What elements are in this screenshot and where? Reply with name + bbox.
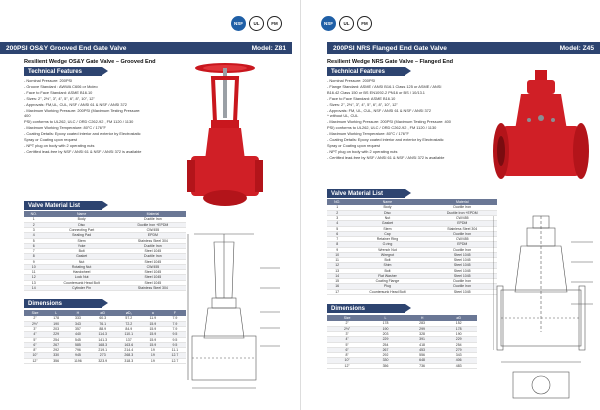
cell: 279: [440, 347, 477, 352]
technical-features-heading: Technical Features: [327, 67, 405, 76]
cell: 3: [24, 228, 43, 233]
ul-logo: UL: [339, 16, 354, 31]
fm-logo: FM: [267, 16, 282, 31]
feature-item: - Face to Face Standard: ASME B16.10: [327, 95, 396, 101]
cell: 19: [142, 348, 164, 353]
cell: 3": [327, 332, 367, 337]
material-col-name: Name: [347, 199, 427, 205]
cell: 19: [142, 353, 164, 358]
cell: 15.9: [142, 342, 164, 347]
cell: 168.3: [90, 342, 116, 347]
model-number: Model: Z81: [251, 44, 286, 52]
dim-col: a: [142, 310, 164, 316]
cell: 7.9: [164, 321, 186, 326]
cell: 10": [24, 353, 46, 358]
cell: 60.3: [90, 316, 116, 321]
cell: 2: [327, 210, 347, 215]
product-subtitle: Resilient Wedge OS&Y Gate Valve – Grooved End: [24, 59, 156, 65]
cell: 9.5: [164, 337, 186, 342]
osy-gate-valve-photo: [185, 60, 265, 225]
feature-item: - Coating Details: Epoxy coated interior and exterior by Electrostatic: [327, 137, 444, 143]
cell: 2½": [327, 326, 367, 331]
cell: Ductile Iron: [120, 243, 186, 248]
dim-col: F: [164, 310, 186, 316]
material-body: [327, 205, 497, 294]
cell: Body: [43, 217, 119, 222]
cell: 190: [367, 326, 404, 331]
cell: 267: [46, 342, 66, 347]
ul-logo: UL: [249, 16, 264, 31]
cell: CW/455: [428, 216, 497, 221]
cell: 12: [24, 275, 43, 280]
cell: 12.7: [164, 353, 186, 358]
cell: Retainer Ring: [347, 237, 427, 242]
cell: 453: [404, 347, 441, 352]
technical-features-list: [24, 78, 144, 155]
feature-item: - Coating Details: Epoxy coated interior and exterior by Electrostatic: [24, 131, 141, 137]
cell: Steel 1045: [428, 289, 497, 294]
dimensions-table: [24, 310, 186, 364]
table-row: [24, 285, 186, 290]
cell: 229: [367, 337, 404, 342]
cell: Coating Flange: [347, 279, 427, 284]
cell: Cylinder Pin: [43, 285, 119, 290]
nsf-logo: NSF: [321, 16, 336, 31]
cell: Ductile Iron +EPDM: [428, 210, 497, 215]
cell: 76.1: [90, 321, 116, 326]
cell: 11.9: [142, 316, 164, 321]
cell: 406: [440, 358, 477, 363]
cell: 7: [24, 249, 43, 254]
dim-col: øD₁: [116, 310, 142, 316]
cell: 10": [327, 358, 367, 363]
cell: 12: [327, 263, 347, 268]
product-subtitle: Resilient Wedge NRS Gate Valve – Flanged End: [327, 59, 454, 65]
cell: 323.9: [90, 358, 116, 363]
cell: 333: [66, 316, 90, 321]
cell: 8: [327, 242, 347, 247]
feature-item: - Nominal Pressure: 200PSI: [24, 78, 73, 83]
cell: Disc: [43, 222, 119, 227]
cell: 203: [46, 327, 66, 332]
dim-col: Size: [327, 315, 367, 321]
cell: 137: [116, 337, 142, 342]
cell: Steel 1045: [428, 258, 497, 263]
cell: 9: [24, 259, 43, 264]
cell: 178: [440, 326, 477, 331]
cell: Nut: [43, 259, 119, 264]
cell: 5: [24, 238, 43, 243]
cell: 299: [404, 326, 441, 331]
cell: Bolt: [347, 268, 427, 273]
cell: Sealing Pad: [43, 233, 119, 238]
cell: 114.3: [90, 332, 116, 337]
cell: O-ring: [347, 242, 427, 247]
cell: 3": [24, 327, 46, 332]
cell: 5: [327, 226, 347, 231]
cell: 6": [327, 347, 367, 352]
technical-features-heading: Technical Features: [24, 67, 102, 76]
cell: 330: [46, 353, 66, 358]
cell: Lock Nut: [43, 275, 119, 280]
cell: 15.9: [142, 321, 164, 326]
cell: 13: [327, 268, 347, 273]
cell: 4": [327, 337, 367, 342]
cell: 15.9: [142, 337, 164, 342]
cell: 7.9: [164, 316, 186, 321]
cell: 3: [327, 216, 347, 221]
feature-item: - Sizes: 2", 2½", 3", 4", 5", 6", 8", 10", 12": [24, 95, 95, 101]
cell: Gasket: [43, 254, 119, 259]
feature-item: ^ without UL, CUL: [327, 113, 359, 119]
cell: Ductile Iron: [120, 254, 186, 259]
cell: 12.7: [164, 358, 186, 363]
feature-item: - Flange Standard: ASME / ANSI B16.1 Class 125 or ASME / ANSI: [327, 83, 442, 89]
cell: 736: [404, 363, 441, 368]
cell: 7: [327, 237, 347, 242]
cell: 8": [24, 348, 46, 353]
cell: 318.3: [116, 358, 142, 363]
feature-item: - Maximum Working Temperature: 80°C / 176°F: [24, 125, 106, 131]
cell: 556: [404, 353, 441, 358]
cell: 6": [24, 342, 46, 347]
cell: Cap: [347, 231, 427, 236]
dim-col: øD: [90, 310, 116, 316]
cell: 14: [327, 273, 347, 278]
cell: 190: [46, 321, 66, 326]
cell: Ductile Iron: [428, 284, 497, 289]
cell: 254: [46, 337, 66, 342]
feature-item: PSI) conforms to UL262, ULC / ORD C262-92 , FM 1120 / 1130: [327, 125, 437, 131]
cell: 5": [24, 337, 46, 342]
cell: 292: [367, 353, 404, 358]
cell: CW/455: [428, 237, 497, 242]
cell: 343: [66, 321, 90, 326]
feature-item: - Approvals: FM,UL, CUL, NSF / ANSI 61 & NSF / ANSI 372: [24, 101, 127, 107]
cell: Connecting Part: [43, 228, 119, 233]
cell: Ductile Iron: [428, 231, 497, 236]
nsf-logo: NSF: [231, 16, 246, 31]
cell: Steel 1045: [428, 268, 497, 273]
cell: 84.9: [116, 327, 142, 332]
cell: 11: [24, 270, 43, 275]
dim-col: Size: [24, 310, 46, 316]
cell: Ductile Iron: [428, 279, 497, 284]
cell: 356: [46, 358, 66, 363]
dim-col: H: [66, 310, 90, 316]
cell: Steel 1045: [120, 280, 186, 285]
cell: Ductile Iron: [428, 247, 497, 252]
cell: Steel 1045: [120, 249, 186, 254]
cell: Stainless Steel 304: [120, 238, 186, 243]
cell: EPDM: [428, 221, 497, 226]
fm-logo: FM: [357, 16, 372, 31]
cell: Body: [347, 205, 427, 210]
feature-item: - NPT plug on body with 2 operating nuts: [327, 148, 398, 154]
cell: 1: [327, 205, 347, 210]
cell: 440: [66, 332, 90, 337]
feature-item: PSI) conforms to UL262, ULC / ORD C262-92 , FM 1120 / 1130: [24, 119, 134, 125]
cell: 9.5: [164, 342, 186, 347]
cell: 267: [367, 347, 404, 352]
dim-col: H: [404, 315, 441, 321]
material-col-material: Material: [120, 211, 186, 217]
cell: 15: [327, 279, 347, 284]
cell: 17: [327, 289, 347, 294]
cell: CW/455: [120, 228, 186, 233]
cell: 9: [327, 247, 347, 252]
cell: 2": [327, 321, 367, 326]
dimensions-table: [327, 315, 477, 369]
cell: 10: [24, 264, 43, 269]
cell: 9.5: [164, 332, 186, 337]
cell: Steel 1045: [428, 252, 497, 257]
cell: Stainless Steel 304: [428, 226, 497, 231]
cell: Steel 1045: [120, 270, 186, 275]
cell: 10: [327, 252, 347, 257]
dimensions-body: [24, 316, 186, 363]
cell: 648: [404, 358, 441, 363]
product-title-bar: [327, 42, 600, 54]
product-title: 200PSI OS&Y Grooved End Gate Valve: [6, 44, 127, 52]
feature-item: - Groove Standard : AWWA C606 or Moleo: [24, 83, 98, 89]
cell: 1: [24, 217, 43, 222]
table-row: [327, 289, 497, 294]
feature-item: Spray or Coating upon request: [24, 137, 77, 143]
cell: 2½": [24, 321, 46, 326]
feature-item: - Certified lead-free by NSF / ANSI 61 & NSF / ANSI 372 is available: [24, 148, 142, 154]
cell: 4: [327, 221, 347, 226]
model-number: Model: Z45: [559, 44, 594, 52]
cell: EPDM: [120, 233, 186, 238]
certification-logos: [231, 16, 282, 31]
cell: Flat Washer: [347, 273, 427, 278]
cell: Ductile Iron +EPDM: [120, 222, 186, 227]
table-row: [24, 358, 186, 363]
product-title-bar: [0, 42, 292, 54]
cell: 2: [24, 222, 43, 227]
cell: Ductile Iron: [428, 205, 497, 210]
feature-item: - Nominal Pressure: 200PSI: [327, 78, 376, 83]
cell: 7.9: [164, 327, 186, 332]
cell: Steel 1045: [120, 259, 186, 264]
cell: 796: [66, 348, 90, 353]
material-col-material: Material: [428, 199, 497, 205]
material-table: [327, 199, 497, 295]
cell: 57.2: [116, 316, 142, 321]
certification-logos: [321, 16, 372, 31]
cell: Yoke: [43, 243, 119, 248]
cell: 190: [440, 332, 477, 337]
cell: 1196: [66, 358, 90, 363]
cell: CW/455: [120, 264, 186, 269]
cell: Disc: [347, 210, 427, 215]
cell: 229: [440, 337, 477, 342]
cell: Nut: [347, 216, 427, 221]
cell: 152: [440, 321, 477, 326]
cell: 6: [327, 231, 347, 236]
cell: 13: [24, 280, 43, 285]
cell: 11.1: [164, 348, 186, 353]
cell: Stem: [43, 238, 119, 243]
cell: 254: [367, 342, 404, 347]
cell: Shim: [347, 263, 427, 268]
cell: 15.9: [142, 332, 164, 337]
cell: 8: [24, 254, 43, 259]
material-col-name: Name: [43, 211, 119, 217]
material-list-heading: Valve Material List: [24, 201, 102, 210]
cell: 273: [90, 353, 116, 358]
cell: Steel 1045: [428, 273, 497, 278]
cell: 141.3: [90, 337, 116, 342]
cell: 585: [66, 342, 90, 347]
material-table: [24, 211, 186, 291]
feature-item: - Sizes: 2", 2½", 3", 4", 5", 6", 8", 10", 12": [327, 101, 398, 107]
dimensions-body: [327, 321, 477, 368]
cell: Countersunk Head Bolt: [43, 280, 119, 285]
dimensions-heading: Dimensions: [24, 299, 102, 308]
nrs-valve-technical-drawing: [493, 212, 597, 402]
feature-item: - Approvals: FM, UL, CUL, NSF / ANSI 61 & NSF / ANSI 372: [327, 107, 432, 113]
cell: 11: [327, 258, 347, 263]
cell: Steel 1045: [428, 263, 497, 268]
cell: 8": [327, 353, 367, 358]
dim-col: øD: [440, 315, 477, 321]
cell: 15.9: [142, 327, 164, 332]
cell: 545: [66, 337, 90, 342]
cell: 2": [24, 316, 46, 321]
dim-col: L: [46, 310, 66, 316]
cell: 283: [404, 321, 441, 326]
cell: Ductile Iron: [120, 217, 186, 222]
material-list-heading: Valve Material List: [327, 189, 405, 198]
cell: 19: [142, 358, 164, 363]
cell: 12": [24, 358, 46, 363]
cell: 163.6: [116, 342, 142, 347]
cell: Rotating Nut: [43, 264, 119, 269]
cell: 178: [46, 316, 66, 321]
material-col-no: NO.: [327, 199, 347, 205]
cell: 4": [24, 332, 46, 337]
cell: 330: [367, 358, 404, 363]
technical-features-list: [327, 78, 451, 161]
cell: 328: [404, 332, 441, 337]
cell: 110.1: [116, 332, 142, 337]
feature-item: Spray or Coating upon request: [327, 142, 380, 148]
feature-item: - Face to Face Standard: ASME B16.10: [24, 89, 93, 95]
cell: 72.2: [116, 321, 142, 326]
product-title: 200PSI NRS Flanged End Gate Valve: [333, 44, 447, 52]
cell: Wrench Nut: [347, 247, 427, 252]
feature-item: - Maximum Working Pressure: 200PSI (Maximum Testing Pressure: 400: [24, 107, 141, 119]
cell: 356: [367, 363, 404, 368]
cell: Countersunk Head Bolt: [347, 289, 427, 294]
cell: 268.3: [116, 353, 142, 358]
cell: Plug: [347, 284, 427, 289]
table-row: [327, 363, 477, 368]
cell: Bolt: [43, 249, 119, 254]
right-page: [300, 0, 600, 410]
cell: 229: [46, 332, 66, 337]
cell: Handwheel: [43, 270, 119, 275]
cell: Wiregrot: [347, 252, 427, 257]
cell: Bolt: [347, 258, 427, 263]
cell: 219.1: [90, 348, 116, 353]
cell: Stem: [347, 226, 427, 231]
cell: 292: [46, 348, 66, 353]
cell: EPDM: [428, 242, 497, 247]
cell: 214.4: [116, 348, 142, 353]
cell: 203: [367, 332, 404, 337]
cell: 945: [66, 353, 90, 358]
cell: 391: [404, 337, 441, 342]
cell: 5": [327, 342, 367, 347]
cell: 254: [440, 342, 477, 347]
cell: Stainless Steel 304: [120, 285, 186, 290]
cell: 14: [24, 285, 43, 290]
cell: Gasket: [347, 221, 427, 226]
material-col-no: NO.: [24, 211, 43, 217]
cell: 418: [404, 342, 441, 347]
cell: 12": [327, 363, 367, 368]
feature-item: B16.42 Class 150 or BS EN1092-2 PN16 or BS / 10/13.1: [327, 89, 425, 95]
feature-item: - Maximum Working Temperature: 80°C / 176°F: [327, 131, 409, 137]
cell: 178: [367, 321, 404, 326]
feature-item: - Certified lead-free by NSF / ANSI 61 & NSF / ANSI 372 is available: [327, 154, 445, 160]
dimensions-heading: Dimensions: [327, 304, 405, 313]
cell: 483: [440, 363, 477, 368]
cell: 357: [66, 327, 90, 332]
cell: 88.9: [90, 327, 116, 332]
cell: 4: [24, 233, 43, 238]
cell: 16: [327, 284, 347, 289]
dim-col: L: [367, 315, 404, 321]
osy-valve-technical-drawing: [184, 228, 292, 400]
cell: Steel 1045: [120, 275, 186, 280]
feature-item: - Maximum Working Pressure: 200PSI (Maximum Testing Pressure: 400: [327, 119, 451, 125]
nrs-flanged-valve-photo: [491, 70, 591, 205]
feature-item: - NPT plug on body with 2 operating nuts: [24, 142, 95, 148]
cell: 343: [440, 353, 477, 358]
cell: 6: [24, 243, 43, 248]
